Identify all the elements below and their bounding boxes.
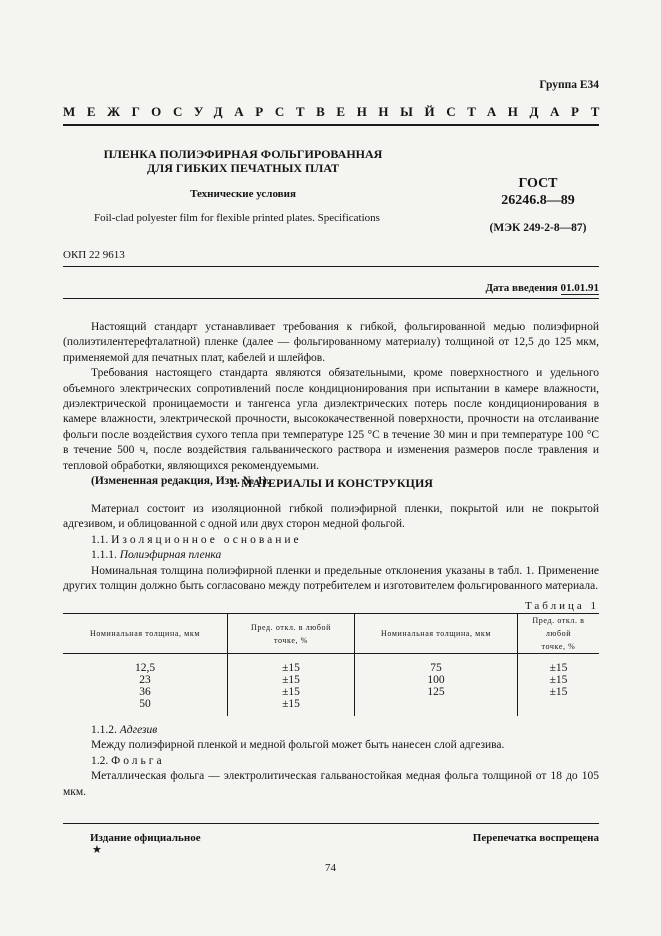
iec-reference: (МЭК 249-2-8—87) <box>489 222 587 234</box>
header-deviation-2-line-1: Пред. откл. в любой <box>532 616 585 638</box>
table-row <box>63 654 599 675</box>
intro-rule <box>63 298 599 299</box>
subsection-number: 1.1. <box>91 533 109 546</box>
table-caption: Таблица 1 <box>524 600 599 612</box>
document-subtitle: Технические условия <box>190 188 296 200</box>
table-cell: 125 <box>355 686 518 698</box>
subsection-1-2-text: Металлическая фольга — электролитическая гальваностойкая медная фольга толщиной от 18 до 105 мкм. <box>63 770 599 798</box>
footer-rule <box>63 823 599 824</box>
paragraph-requirements: Требования настоящего стандарта являются обязательными, кроме поверхностного и удельного объемного электрических сопротивлений после кондиционирования при испытании в камере влажности, диэлектрической проницаемости и тангенса угла диэлектрических потерь после кондиционирования в камере влажности, электрической прочности, высококачественной поверхности, прочности на отслаивание фольги после воздействия сухого тепла при температуре 125 °С в течение 30 мин и при температуре 100 °С в течение 500 ч, после воздействия гальванического раствора и изменения размеров после травления и тепловой обработки, являющихся рекомендуемыми. <box>63 367 599 472</box>
table-row <box>63 686 599 698</box>
table-cell: 23 <box>63 674 228 686</box>
gost-number: 26246.8—89 <box>501 193 575 208</box>
header-rule <box>63 266 599 267</box>
subsection-title: Изоляционное основание <box>111 533 302 546</box>
table-cell <box>518 698 600 716</box>
gost-label: ГОСТ <box>518 176 558 191</box>
header-deviation-1-line-2: точке, % <box>274 635 308 645</box>
header-deviation-2 <box>518 614 600 654</box>
header-deviation-1 <box>228 614 355 654</box>
table-cell: ±15 <box>228 654 355 675</box>
header-deviation-2-line-2: точке, % <box>541 642 576 651</box>
subsection-number: 1.2. <box>91 754 109 767</box>
title-line-2: ДЛЯ ГИБКИХ ПЕЧАТНЫХ ПЛАТ <box>147 161 339 175</box>
amendment-note: (Измененная редакция, Изм. № 1). <box>91 475 270 488</box>
subsection-number: 1.1.2. <box>91 724 117 736</box>
table-cell: ±15 <box>228 698 355 716</box>
subsection-title: Полиэфирная пленка <box>119 549 222 562</box>
section-1-paragraph: Материал состоит из изоляционной гибкой полиэфирной пленки, покрытой или не покрытой адгезивом, и облицованной с одной или двух сторон медной фольгой. <box>63 503 599 531</box>
table-cell: ±15 <box>549 686 568 698</box>
table-cell <box>355 698 518 716</box>
subsection-1-1-1-text: Номинальная толщина полиэфирной пленки и предельные отклонения указаны в табл. 1. Применение других толщин должно быть согласовано между потребителем и изготовителем фольгированного материала. <box>63 564 599 593</box>
banner-word-interstate: МЕЖГОСУДАРСТВЕННЫЙ <box>63 104 447 119</box>
standard-banner <box>63 104 612 120</box>
table-cell: 36 <box>63 686 228 698</box>
header-deviation-1-line-1: Пред. откл. в любой <box>250 622 332 632</box>
header-thickness-2: Номинальная толщина, мкм <box>355 614 518 654</box>
official-edition: Издание официальное <box>90 832 201 844</box>
intro-date: 01.01.91 <box>560 282 599 294</box>
subsection-1-1-2 <box>63 723 599 738</box>
table-cell: 75 <box>355 654 518 675</box>
subsection-1-2 <box>63 754 599 769</box>
title-line-1: ПЛЕНКА ПОЛИЭФИРНАЯ ФОЛЬГИРОВАННАЯ <box>103 147 383 161</box>
table-row <box>63 698 599 716</box>
subsection-1-1 <box>63 533 599 548</box>
table-cell: ±15 <box>549 674 568 686</box>
star-icon: ★ <box>92 844 102 856</box>
thickness-table <box>63 613 599 716</box>
page-number: 74 <box>325 862 336 874</box>
banner-rule <box>63 124 599 126</box>
table-cell: ±15 <box>228 686 355 698</box>
gost-designation <box>473 175 603 209</box>
group-code: Группа Е34 <box>539 79 599 91</box>
subsection-number: 1.1.1. <box>91 549 117 562</box>
reprint-prohibited: Перепечатка воспрещена <box>472 832 599 844</box>
table-cell: 100 <box>355 674 518 686</box>
document-title <box>63 147 423 175</box>
subsection-1-1-1 <box>63 548 599 563</box>
paragraph-scope: Настоящий стандарт устанавливает требования к гибкой, фольгированной медью полиэфирной (полиэтилентерефталатной) пленке (далее — фольгированному материалу) толщиной от 12,5 до 125 мкм, применяемой для печатных плат, кабелей и шлейфов. <box>63 321 599 364</box>
english-title: Foil-clad polyester film for flexible printed plates. Specifications <box>94 212 380 224</box>
section-1-text <box>63 502 599 594</box>
subsection-title: Фольга <box>111 754 165 767</box>
table-cell: ±15 <box>228 674 355 686</box>
table-cell: ±15 <box>549 662 568 674</box>
table-cell: 50 <box>63 698 228 716</box>
header-thickness-1: Номинальная толщина, мкм <box>63 614 228 654</box>
subsection-title: Адгезив <box>119 724 158 736</box>
introduction-date <box>485 282 599 294</box>
table-cell: 12,5 <box>63 654 228 675</box>
intro-text <box>63 320 599 489</box>
banner-word-standard: СТАНДАРТ <box>446 104 612 119</box>
table-header-row <box>63 614 599 654</box>
intro-label: Дата введения <box>485 282 558 294</box>
section-heading: 1. МАТЕРИАЛЫ И КОНСТРУКЦИЯ <box>229 476 433 490</box>
subsection-1-1-2-text: Между полиэфирной пленкой и медной фольгой может быть нанесен слой адгезива. <box>91 739 505 752</box>
section-1-continued <box>63 723 599 800</box>
table-row <box>63 674 599 686</box>
okp-code: ОКП 22 9613 <box>63 249 125 261</box>
